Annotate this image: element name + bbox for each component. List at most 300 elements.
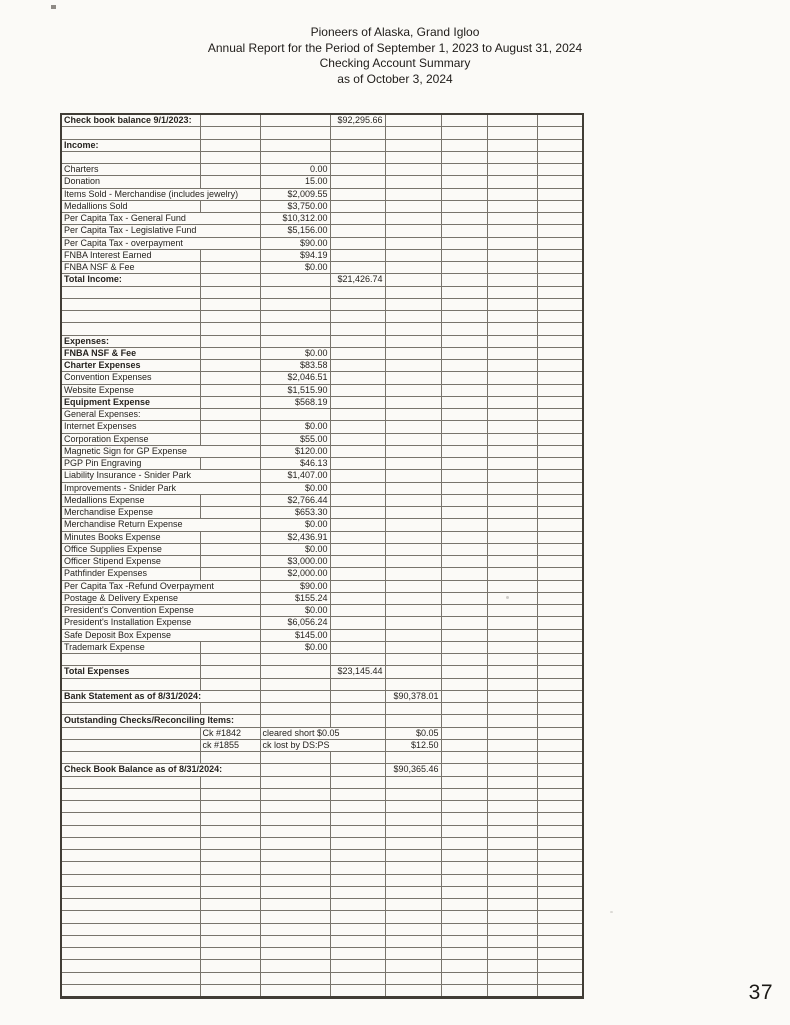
grid-cell bbox=[441, 960, 487, 972]
grid-cell bbox=[487, 507, 537, 519]
grid-cell bbox=[61, 825, 200, 837]
grid-cell bbox=[537, 543, 583, 555]
grid-cell bbox=[537, 470, 583, 482]
table-row bbox=[61, 323, 583, 335]
grid-cell bbox=[200, 458, 260, 470]
table-row bbox=[61, 678, 583, 690]
grid-cell bbox=[441, 568, 487, 580]
table-row bbox=[61, 972, 583, 984]
grid-cell bbox=[487, 139, 537, 151]
grid-cell bbox=[61, 654, 200, 666]
grid-cell bbox=[537, 752, 583, 764]
grid-cell bbox=[441, 617, 487, 629]
table-row bbox=[61, 703, 583, 715]
amount-cell: $46.13 bbox=[260, 458, 330, 470]
grid-cell bbox=[200, 911, 260, 923]
grid-cell bbox=[487, 813, 537, 825]
grid-cell bbox=[200, 396, 260, 408]
table-row bbox=[61, 482, 583, 494]
row-label-cell: Per Capita Tax -Refund Overpayment bbox=[61, 580, 260, 592]
grid-cell bbox=[487, 458, 537, 470]
grid-cell bbox=[200, 899, 260, 911]
row-label-cell: Check book balance 9/1/2023: bbox=[61, 114, 200, 127]
amount-cell: 15.00 bbox=[260, 176, 330, 188]
grid-cell bbox=[260, 752, 330, 764]
grid-cell bbox=[330, 360, 385, 372]
grid-cell bbox=[537, 960, 583, 972]
grid-cell bbox=[487, 788, 537, 800]
grid-cell bbox=[537, 654, 583, 666]
amount-cell: $83.58 bbox=[260, 360, 330, 372]
row-label-cell: Liability Insurance - Snider Park bbox=[61, 470, 260, 482]
table-row bbox=[61, 409, 583, 421]
grid-cell bbox=[487, 114, 537, 127]
grid-cell bbox=[385, 703, 441, 715]
amount-cell: $0.00 bbox=[260, 482, 330, 494]
grid-cell bbox=[330, 641, 385, 653]
grid-cell bbox=[330, 654, 385, 666]
grid-cell bbox=[260, 151, 330, 163]
grid-cell bbox=[441, 298, 487, 310]
grid-cell bbox=[441, 825, 487, 837]
amount-cell: $12.50 bbox=[385, 739, 441, 751]
grid-cell bbox=[487, 494, 537, 506]
grid-cell bbox=[260, 715, 330, 727]
grid-cell bbox=[260, 409, 330, 421]
grid-cell bbox=[537, 494, 583, 506]
grid-cell bbox=[260, 666, 330, 678]
grid-cell bbox=[441, 200, 487, 212]
grid-cell bbox=[385, 335, 441, 347]
grid-cell bbox=[260, 899, 330, 911]
grid-cell bbox=[537, 433, 583, 445]
table-row bbox=[61, 507, 583, 519]
grid-cell bbox=[441, 850, 487, 862]
grid-cell bbox=[61, 984, 200, 997]
grid-cell bbox=[330, 372, 385, 384]
grid-cell bbox=[441, 948, 487, 960]
grid-cell bbox=[330, 543, 385, 555]
grid-cell bbox=[61, 972, 200, 984]
table-row bbox=[61, 213, 583, 225]
grid-cell bbox=[487, 923, 537, 935]
amount-cell: $2,009.55 bbox=[260, 188, 330, 200]
grid-cell bbox=[200, 960, 260, 972]
grid-cell bbox=[441, 629, 487, 641]
grid-cell bbox=[385, 213, 441, 225]
grid-cell bbox=[441, 507, 487, 519]
grid-cell bbox=[385, 948, 441, 960]
grid-cell bbox=[61, 923, 200, 935]
table-row bbox=[61, 617, 583, 629]
row-label-cell: Expenses: bbox=[61, 335, 200, 347]
grid-cell bbox=[441, 874, 487, 886]
grid-cell bbox=[537, 862, 583, 874]
grid-cell bbox=[61, 948, 200, 960]
row-label-cell: PGP Pin Engraving bbox=[61, 458, 200, 470]
grid-cell bbox=[487, 568, 537, 580]
grid-cell bbox=[487, 654, 537, 666]
grid-cell bbox=[385, 139, 441, 151]
grid-cell bbox=[487, 605, 537, 617]
amount-cell: $23,145.44 bbox=[330, 666, 385, 678]
table-row bbox=[61, 249, 583, 261]
grid-cell bbox=[200, 948, 260, 960]
grid-cell bbox=[441, 139, 487, 151]
amount-cell: $90.00 bbox=[260, 237, 330, 249]
table-row bbox=[61, 801, 583, 813]
grid-cell bbox=[200, 935, 260, 947]
row-label-cell: Per Capita Tax - overpayment bbox=[61, 237, 260, 249]
grid-cell bbox=[200, 654, 260, 666]
row-label-cell: Items Sold - Merchandise (includes jewelry) bbox=[61, 188, 260, 200]
grid-cell bbox=[441, 164, 487, 176]
amount-cell: $6,056.24 bbox=[260, 617, 330, 629]
grid-cell bbox=[441, 494, 487, 506]
grid-cell bbox=[487, 127, 537, 139]
grid-cell bbox=[330, 678, 385, 690]
grid-cell bbox=[537, 347, 583, 359]
table-row bbox=[61, 592, 583, 604]
grid-cell bbox=[385, 225, 441, 237]
row-label-cell: Charter Expenses bbox=[61, 360, 200, 372]
grid-cell bbox=[330, 335, 385, 347]
row-label-cell: Postage & Delivery Expense bbox=[61, 592, 260, 604]
grid-cell bbox=[487, 164, 537, 176]
grid-cell bbox=[441, 580, 487, 592]
table-row bbox=[61, 850, 583, 862]
grid-cell bbox=[61, 899, 200, 911]
grid-cell bbox=[487, 445, 537, 457]
grid-cell bbox=[330, 298, 385, 310]
table-row bbox=[61, 654, 583, 666]
page-number: 37 bbox=[748, 981, 773, 1004]
grid-cell bbox=[330, 837, 385, 849]
row-label-cell: FNBA Interest Earned bbox=[61, 249, 200, 261]
grid-cell bbox=[487, 237, 537, 249]
table-row bbox=[61, 114, 583, 127]
grid-cell bbox=[200, 286, 260, 298]
account-table-body bbox=[61, 114, 583, 998]
grid-cell bbox=[487, 470, 537, 482]
grid-cell bbox=[441, 347, 487, 359]
grid-cell bbox=[330, 862, 385, 874]
grid-cell bbox=[385, 776, 441, 788]
check-description-cell: ck lost by DS:PS bbox=[260, 739, 385, 751]
grid-cell bbox=[330, 151, 385, 163]
grid-cell bbox=[487, 347, 537, 359]
grid-cell bbox=[385, 923, 441, 935]
table-row bbox=[61, 764, 583, 776]
table-row bbox=[61, 715, 583, 727]
grid-cell bbox=[200, 494, 260, 506]
grid-cell bbox=[385, 188, 441, 200]
grid-cell bbox=[385, 433, 441, 445]
amount-cell: $90,365.46 bbox=[385, 764, 441, 776]
grid-cell bbox=[385, 788, 441, 800]
grid-cell bbox=[385, 409, 441, 421]
grid-cell bbox=[441, 262, 487, 274]
grid-cell bbox=[537, 262, 583, 274]
grid-cell bbox=[200, 347, 260, 359]
grid-cell bbox=[441, 788, 487, 800]
table-row bbox=[61, 384, 583, 396]
grid-cell bbox=[441, 703, 487, 715]
grid-cell bbox=[260, 801, 330, 813]
amount-cell: $1,407.00 bbox=[260, 470, 330, 482]
grid-cell bbox=[385, 421, 441, 433]
row-label-cell: Total Expenses bbox=[61, 666, 200, 678]
grid-cell bbox=[487, 776, 537, 788]
grid-cell bbox=[441, 151, 487, 163]
grid-cell bbox=[330, 286, 385, 298]
grid-cell bbox=[487, 715, 537, 727]
grid-cell bbox=[487, 629, 537, 641]
amount-cell: $94.19 bbox=[260, 249, 330, 261]
row-label-cell: Convention Expenses bbox=[61, 372, 200, 384]
grid-cell bbox=[330, 948, 385, 960]
grid-cell bbox=[537, 641, 583, 653]
grid-cell bbox=[441, 127, 487, 139]
grid-cell bbox=[385, 151, 441, 163]
grid-cell bbox=[200, 335, 260, 347]
grid-cell bbox=[385, 556, 441, 568]
table-row bbox=[61, 690, 583, 702]
grid-cell bbox=[487, 850, 537, 862]
grid-cell bbox=[487, 531, 537, 543]
grid-cell bbox=[330, 813, 385, 825]
grid-cell bbox=[537, 948, 583, 960]
grid-cell bbox=[441, 323, 487, 335]
grid-cell bbox=[260, 703, 330, 715]
grid-cell bbox=[487, 409, 537, 421]
grid-cell bbox=[330, 433, 385, 445]
amount-cell: $568.19 bbox=[260, 396, 330, 408]
table-row bbox=[61, 641, 583, 653]
grid-cell bbox=[487, 666, 537, 678]
grid-cell bbox=[61, 886, 200, 898]
header-line-asof: as of October 3, 2024 bbox=[337, 71, 453, 86]
row-label-cell: Trademark Expense bbox=[61, 641, 200, 653]
grid-cell bbox=[200, 641, 260, 653]
grid-cell bbox=[61, 127, 200, 139]
grid-cell bbox=[537, 690, 583, 702]
table-row bbox=[61, 458, 583, 470]
grid-cell bbox=[330, 592, 385, 604]
grid-cell bbox=[537, 813, 583, 825]
grid-cell bbox=[330, 445, 385, 457]
grid-cell bbox=[61, 960, 200, 972]
grid-cell bbox=[385, 298, 441, 310]
grid-cell bbox=[200, 984, 260, 997]
grid-cell bbox=[200, 274, 260, 286]
grid-cell bbox=[487, 874, 537, 886]
document-header bbox=[0, 25, 790, 87]
grid-cell bbox=[487, 482, 537, 494]
grid-cell bbox=[330, 262, 385, 274]
grid-cell bbox=[441, 641, 487, 653]
grid-cell bbox=[487, 298, 537, 310]
grid-cell bbox=[385, 813, 441, 825]
grid-cell bbox=[441, 421, 487, 433]
grid-cell bbox=[441, 213, 487, 225]
grid-cell bbox=[537, 188, 583, 200]
grid-cell bbox=[200, 886, 260, 898]
grid-cell bbox=[441, 372, 487, 384]
grid-cell bbox=[487, 543, 537, 555]
grid-cell bbox=[487, 801, 537, 813]
grid-cell bbox=[441, 482, 487, 494]
table-row bbox=[61, 519, 583, 531]
grid-cell bbox=[260, 323, 330, 335]
grid-cell bbox=[200, 825, 260, 837]
grid-cell bbox=[441, 666, 487, 678]
grid-cell bbox=[537, 678, 583, 690]
grid-cell bbox=[330, 237, 385, 249]
grid-cell bbox=[330, 188, 385, 200]
grid-cell bbox=[487, 984, 537, 997]
grid-cell bbox=[330, 519, 385, 531]
grid-cell bbox=[441, 801, 487, 813]
row-label-cell: Pathfinder Expenses bbox=[61, 568, 200, 580]
table-row bbox=[61, 629, 583, 641]
grid-cell bbox=[61, 862, 200, 874]
grid-cell bbox=[441, 274, 487, 286]
table-row bbox=[61, 188, 583, 200]
grid-cell bbox=[200, 311, 260, 323]
grid-cell bbox=[260, 788, 330, 800]
grid-cell bbox=[441, 433, 487, 445]
grid-cell bbox=[385, 323, 441, 335]
table-row bbox=[61, 421, 583, 433]
amount-cell: $155.24 bbox=[260, 592, 330, 604]
grid-cell bbox=[537, 164, 583, 176]
table-row bbox=[61, 225, 583, 237]
grid-cell bbox=[61, 298, 200, 310]
grid-cell bbox=[441, 114, 487, 127]
amount-cell: $0.05 bbox=[385, 727, 441, 739]
grid-cell bbox=[330, 458, 385, 470]
grid-cell bbox=[441, 286, 487, 298]
grid-cell bbox=[537, 788, 583, 800]
grid-cell bbox=[61, 286, 200, 298]
table-row bbox=[61, 813, 583, 825]
grid-cell bbox=[330, 629, 385, 641]
grid-cell bbox=[385, 862, 441, 874]
checking-account-summary-table bbox=[60, 113, 584, 999]
grid-cell bbox=[537, 225, 583, 237]
grid-cell bbox=[537, 372, 583, 384]
grid-cell bbox=[330, 788, 385, 800]
grid-cell bbox=[441, 592, 487, 604]
grid-cell bbox=[487, 580, 537, 592]
grid-cell bbox=[441, 935, 487, 947]
grid-cell bbox=[385, 360, 441, 372]
grid-cell bbox=[200, 421, 260, 433]
grid-cell bbox=[385, 801, 441, 813]
table-row bbox=[61, 372, 583, 384]
grid-cell bbox=[487, 935, 537, 947]
row-label-cell: Website Expense bbox=[61, 384, 200, 396]
grid-cell bbox=[537, 507, 583, 519]
grid-cell bbox=[537, 335, 583, 347]
grid-cell bbox=[441, 899, 487, 911]
grid-cell bbox=[385, 531, 441, 543]
grid-cell bbox=[260, 862, 330, 874]
grid-cell bbox=[537, 421, 583, 433]
table-row bbox=[61, 580, 583, 592]
grid-cell bbox=[487, 421, 537, 433]
grid-cell bbox=[330, 801, 385, 813]
grid-cell bbox=[260, 911, 330, 923]
check-number-cell: Ck #1842 bbox=[200, 727, 260, 739]
row-label-cell: Safe Deposit Box Expense bbox=[61, 629, 260, 641]
grid-cell bbox=[385, 200, 441, 212]
grid-cell bbox=[487, 176, 537, 188]
grid-cell bbox=[200, 249, 260, 261]
grid-cell bbox=[61, 935, 200, 947]
grid-cell bbox=[61, 776, 200, 788]
grid-cell bbox=[537, 298, 583, 310]
grid-cell bbox=[487, 948, 537, 960]
grid-cell bbox=[537, 837, 583, 849]
grid-cell bbox=[260, 335, 330, 347]
grid-cell bbox=[537, 715, 583, 727]
grid-cell bbox=[487, 323, 537, 335]
grid-cell bbox=[385, 911, 441, 923]
grid-cell bbox=[385, 519, 441, 531]
table-row bbox=[61, 200, 583, 212]
table-row bbox=[61, 274, 583, 286]
amount-cell: $90,378.01 bbox=[385, 690, 441, 702]
grid-cell bbox=[537, 825, 583, 837]
grid-cell bbox=[487, 286, 537, 298]
grid-cell bbox=[441, 360, 487, 372]
grid-cell bbox=[61, 323, 200, 335]
grid-cell bbox=[487, 433, 537, 445]
grid-cell bbox=[487, 703, 537, 715]
grid-cell bbox=[260, 286, 330, 298]
grid-cell bbox=[260, 274, 330, 286]
grid-cell bbox=[385, 372, 441, 384]
grid-cell bbox=[487, 360, 537, 372]
grid-cell bbox=[537, 323, 583, 335]
grid-cell bbox=[441, 249, 487, 261]
grid-cell bbox=[537, 445, 583, 457]
grid-cell bbox=[487, 519, 537, 531]
grid-cell bbox=[441, 458, 487, 470]
grid-cell bbox=[330, 176, 385, 188]
grid-cell bbox=[385, 543, 441, 555]
grid-cell bbox=[537, 409, 583, 421]
grid-cell bbox=[61, 739, 200, 751]
row-label-cell: Magnetic Sign for GP Expense bbox=[61, 445, 260, 457]
grid-cell bbox=[385, 972, 441, 984]
amount-cell: $653.30 bbox=[260, 507, 330, 519]
row-label-cell: Charters bbox=[61, 164, 200, 176]
grid-cell bbox=[330, 715, 385, 727]
grid-cell bbox=[537, 151, 583, 163]
grid-cell bbox=[487, 249, 537, 261]
scan-artifact bbox=[51, 5, 56, 9]
grid-cell bbox=[385, 960, 441, 972]
header-line-summary: Checking Account Summary bbox=[319, 56, 471, 70]
grid-cell bbox=[260, 776, 330, 788]
table-row bbox=[61, 445, 583, 457]
row-label-cell: Check Book Balance as of 8/31/2024: bbox=[61, 764, 260, 776]
grid-cell bbox=[537, 801, 583, 813]
grid-cell bbox=[200, 568, 260, 580]
